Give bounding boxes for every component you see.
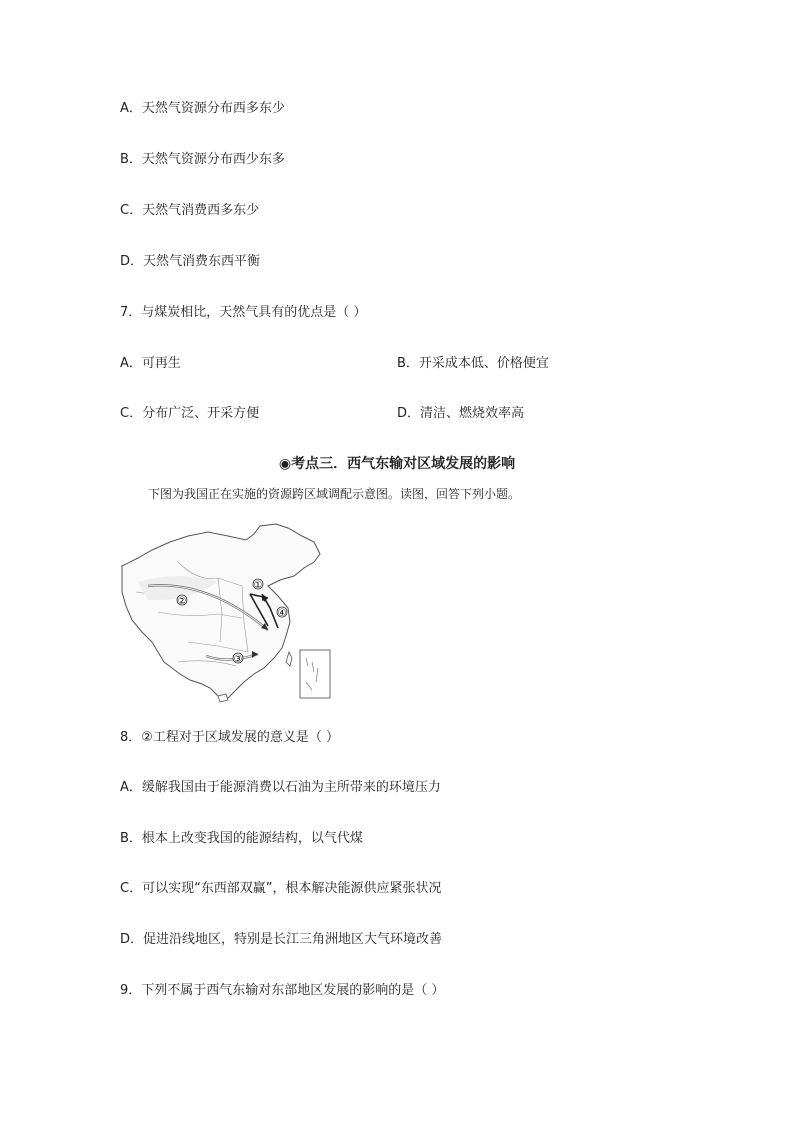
taiwan-island (286, 652, 292, 666)
q8-option-d: D．促进沿线地区，特别是长江三角洲地区大气环境改善 (120, 932, 443, 947)
map-label-3: ③ (233, 654, 243, 665)
q7-option-d: D．清洁、燃烧效率高 (397, 406, 525, 421)
map-label-4: ④ (277, 608, 287, 619)
section-intro: 下图为我国正在实施的资源跨区域调配示意图。读图，回答下列小题。 (148, 487, 521, 501)
q7-stem: 7．与煤炭相比，天然气具有的优点是（ ） (120, 305, 367, 320)
q8-option-a: A．缓解我国由于能源消费以石油为主所带来的环境压力 (120, 780, 441, 795)
q6-option-d: D．天然气消费东西平衡 (120, 254, 261, 269)
resource-transfer-map (118, 522, 336, 704)
q8-option-c: C．可以实现“东西部双赢”，根本解决能源供应紧张状况 (120, 881, 442, 896)
q7-option-c: C．分布广泛、开采方便 (120, 406, 260, 421)
q6-option-a: A．天然气资源分布西多东少 (120, 101, 285, 116)
china-outline (122, 524, 320, 698)
q7-option-a: A．可再生 (120, 356, 181, 371)
q6-option-c: C．天然气消费西多东少 (120, 203, 260, 218)
q8-option-b: B．根本上改变我国的能源结构，以气代煤 (120, 831, 363, 846)
q7-option-b: B．开采成本低、价格便宜 (397, 356, 549, 371)
q9-stem: 9．下列不属于西气东输对东部地区发展的影响的是（ ） (120, 983, 445, 998)
map-label-2: ② (177, 596, 187, 607)
q6-option-b: B．天然气资源分布西少东多 (120, 152, 285, 167)
map-label-1: ① (253, 580, 263, 591)
south-china-sea-inset (300, 650, 330, 698)
q8-stem: 8．②工程对于区域发展的意义是（ ） (120, 730, 340, 745)
section-title: ◉考点三．西气东输对区域发展的影响 (278, 456, 516, 472)
